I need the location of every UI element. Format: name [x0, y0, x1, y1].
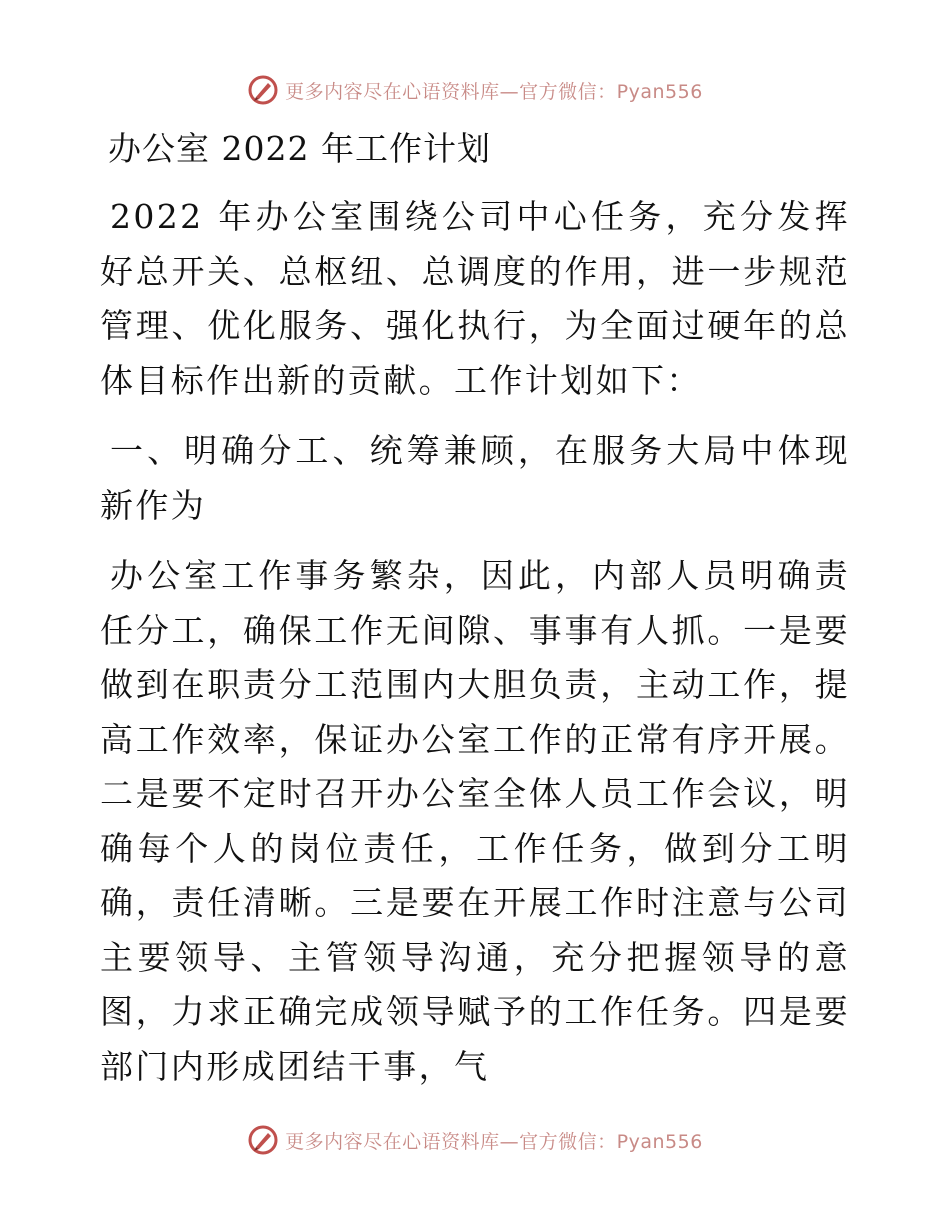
watermark-header	[0, 70, 950, 110]
watermark-logo-icon	[247, 74, 279, 106]
document-title: 办公室 2022 年工作计划	[108, 129, 491, 168]
watermark-footer	[0, 1120, 950, 1160]
paragraph-intro: 2022 年办公室围绕公司中心任务，充分发挥好总开关、总枢纽、总调度的作用，进一步规范管理、优化服务、强化执行，为全面过硬年的总体目标作出新的贡献。工作计划如下：	[100, 197, 850, 400]
document-body	[100, 122, 850, 1110]
watermark-text: 更多内容尽在心语资料库—官方微信：Pyan556	[285, 1130, 703, 1153]
section-heading-1: 一、明确分工、统筹兼顾，在服务大局中体现新作为	[100, 431, 850, 525]
paragraph-section-1: 办公室工作事务繁杂，因此，内部人员明确责任分工，确保工作无间隙、事事有人抓。一是要做到在职责分工范围内大胆负责，主动工作，提高工作效率，保证办公室工作的正常有序开展。二是要不定时召开办公室全体人员工作会议，明确每个人的岗位责任，工作任务，做到分工明确，责任清晰。三是要在开展工作时注意与公司主要领导、主管领导沟通，充分把握领导的意图，力求正确完成领导赋予的工作任务。四是要部门内形成团结干事，气	[100, 556, 850, 1086]
watermark-logo-icon	[247, 1124, 279, 1156]
watermark-text: 更多内容尽在心语资料库—官方微信：Pyan556	[285, 80, 703, 103]
